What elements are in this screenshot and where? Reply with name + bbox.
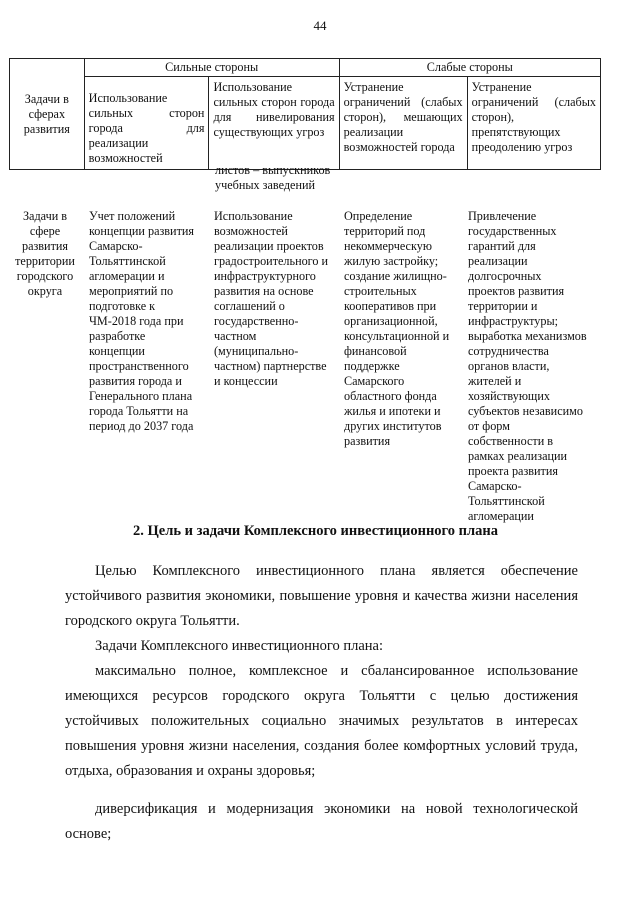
weaknesses-header: Слабые стороны	[339, 59, 600, 77]
paragraph-goal: Целью Комплексного инвестиционного плана является обеспечение устойчивого развития экономики, повышение уровня и качества жизни населения городского округа Тольятти.	[65, 563, 578, 629]
row-cell-s1: Учет положений концепции развития Самарско-Тольяттинской агломерации и мероприятий по подготовке к ЧМ-2018 года при разработке концепции пространственного развития города и Генерального плана города Тольятти на период до 2037 года	[89, 209, 195, 433]
table-sub-header-row	[10, 77, 601, 170]
row-cell-s2: Использование возможностей реализации проектов градостроительного и инфраструктурного развития на основе соглашений о государственно-частном (муниципально-частном) партнерстве и концессии	[214, 209, 329, 388]
row-cell-w2: Привлечение государственных гарантий для реализации долгосрочных проектов развития территории и инфраструктуры; выработка механизмов сотрудничества органов власти, жителей и хозяйствующих субъектов независимо от форм собственности в рамках реализации проекта развития Самарско-Тольяттинской агломерации	[468, 209, 587, 523]
paragraph-tasks-intro: Задачи Комплексного инвестиционного плана:	[95, 638, 383, 654]
sub-header-strengths-opportunities: Использование сильных сторон города для реализации возможностей	[84, 77, 209, 170]
row-cell-w1: Определение территорий под некоммерческую жилую застройку; создание жилищно-строительных кооперативов при организационной, консультационной и финансовой поддержке Самарского областного фонда жилья и ипотеки и других институтов развития	[344, 209, 450, 448]
sub-header-strengths-threats: Использование сильных сторон города для нивелирования существующих угроз	[209, 77, 339, 170]
swot-table	[9, 58, 601, 170]
sub-header-weaknesses-threats: Устранение ограничений (слабых сторон), препятствующих преодолению угроз	[467, 77, 600, 170]
sub-header-weaknesses-opportunities: Устранение ограничений (слабых сторон), мешающих реализации возможностей города	[339, 77, 467, 170]
continued-cell-text: листов – выпускников учебных заведений	[215, 163, 331, 192]
row-task-cell: Задачи в сфере развития территории городского округа	[15, 209, 75, 298]
page-number: 44	[313, 18, 327, 33]
row-header-cell: Задачи в сферах развития	[10, 59, 85, 170]
paragraph-task-1: максимально полное, комплексное и сбалансированное использование имеющихся ресурсов городского округа Тольятти с целью достижения устойчивых положительных социально значимых результатов в интересах повышения уровня жизни населения, создания более комфортных условий труда, отдыха, образования и охраны здоровья;	[65, 663, 578, 779]
section-heading: 2. Цель и задачи Комплексного инвестиционного плана	[133, 523, 498, 539]
table-group-header-row	[10, 59, 601, 77]
paragraph-task-2: диверсификация и модернизация экономики на новой технологической основе;	[65, 801, 578, 842]
strengths-header: Сильные стороны	[84, 59, 339, 77]
